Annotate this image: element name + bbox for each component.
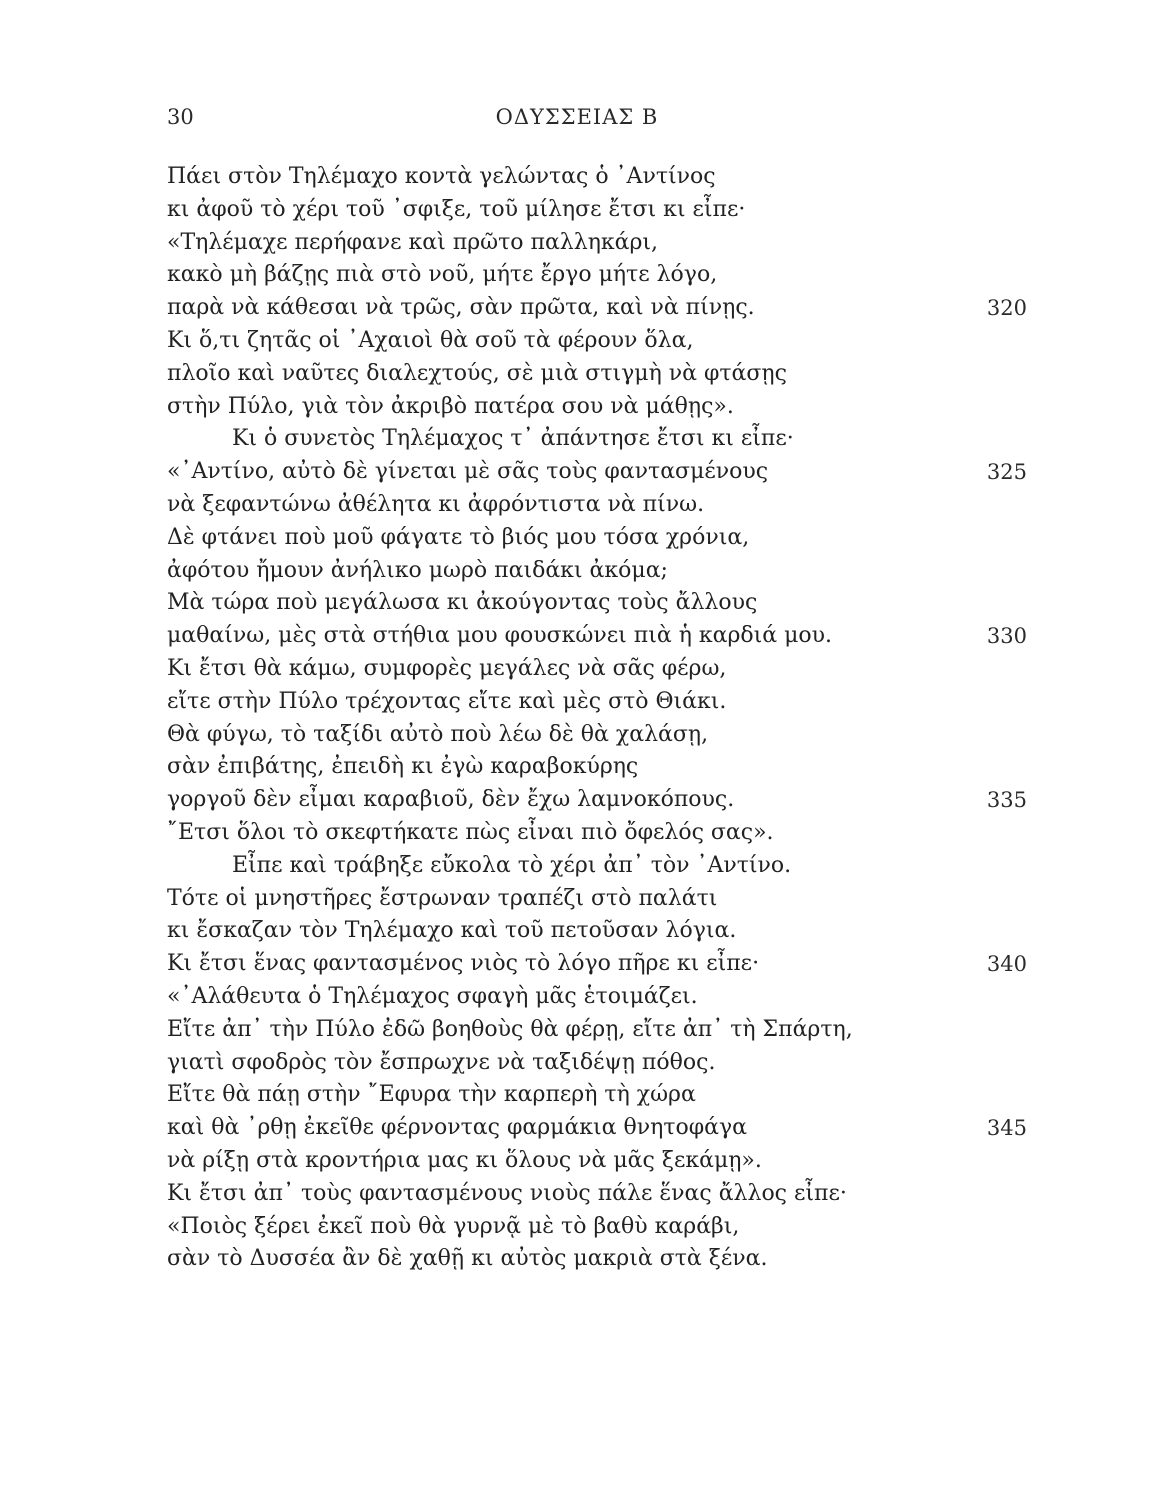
verse-text: μαθαίνω, μὲς στὰ στήθια μου φουσκώνει πιὰ ἡ καρδιά μου.: [167, 623, 833, 649]
line-number: 320: [986, 296, 1027, 321]
verse-text: Πάει στὸν Τηλέμαχο κοντὰ γελώντας ὁ ᾿Αντίνος: [167, 164, 716, 189]
verse-text: Κι ὁ συνετὸς Τηλέμαχος τ᾿ ἀπάντησε ἔτσι κι εἶπε·: [232, 426, 794, 452]
verse-line: [167, 620, 1027, 653]
verse-line: [167, 1211, 1027, 1244]
verse-line: [167, 1079, 1027, 1112]
verse-line: [167, 981, 1027, 1014]
verse-text: Κι ἔτσι ἕνας φαντασμένος νιὸς τὸ λόγο πῆρε κι εἶπε·: [167, 951, 760, 977]
verse-text: Κι ἔτσι θὰ κάμω, συμφορὲς μεγάλες νὰ σᾶς φέρω,: [167, 655, 727, 681]
verse-line: [167, 489, 1027, 522]
poem-text: [167, 161, 1027, 1276]
verse-line: [167, 325, 1027, 358]
verse-text: νὰ ξεφαντώνω ἀθέλητα κι ἀφρόντιστα νὰ πίνω.: [167, 491, 705, 517]
verse-line: [167, 555, 1027, 588]
verse-line: [167, 719, 1027, 752]
verse-line: [167, 423, 1027, 456]
verse-text: ἀφότου ἤμουν ἀνήλικο μωρὸ παιδάκι ἀκόμα;: [167, 557, 668, 583]
verse-line: [167, 751, 1027, 784]
verse-text: «᾿Αλάθευτα ὁ Τηλέμαχος σφαγὴ μᾶς ἑτοιμάζει.: [167, 983, 698, 1009]
verse-line: [167, 292, 1027, 325]
running-title: ΟΔΥΣΣΕΙΑΣ Β: [495, 105, 659, 129]
verse-text: πλοῖο καὶ ναῦτες διαλεχτούς, σὲ μιὰ στιγμὴ νὰ φτάσῃς: [167, 360, 787, 386]
verse-text: Εἴτε ἀπ᾿ τὴν Πύλο ἐδῶ βοηθοὺς θὰ φέρῃ, εἴτε ἀπ᾿ τὴ Σπάρτη,: [167, 1016, 853, 1042]
verse-line: [167, 915, 1027, 948]
verse-text: Θὰ φύγω, τὸ ταξίδι αὐτὸ ποὺ λέω δὲ θὰ χαλάσῃ,: [167, 721, 709, 747]
verse-line: [167, 1145, 1027, 1178]
verse-text: ῎Ετσι ὅλοι τὸ σκεφτήκατε πὼς εἶναι πιὸ ὄφελός σας».: [167, 819, 774, 845]
verse-line: [167, 883, 1027, 916]
verse-line: [167, 784, 1027, 817]
verse-text: στὴν Πύλο, γιὰ τὸν ἀκριβὸ πατέρα σου νὰ μάθῃς».: [167, 393, 734, 419]
verse-text: εἴτε στὴν Πύλο τρέχοντας εἴτε καὶ μὲς στὸ Θιάκι.: [167, 688, 727, 714]
verse-line: [167, 653, 1027, 686]
verse-line: [167, 227, 1027, 260]
verse-text: καὶ θὰ ᾿ρθῃ ἐκεῖθε φέρνοντας φαρμάκια θνητοφάγα: [167, 1115, 748, 1141]
verse-line: [167, 1178, 1027, 1211]
verse-text: Μὰ τώρα ποὺ μεγάλωσα κι ἀκούγοντας τοὺς ἄλλους: [167, 590, 758, 616]
verse-line: [167, 161, 1027, 194]
verse-text: σὰν ἐπιβάτης, ἐπειδὴ κι ἐγὼ καραβοκύρης: [167, 754, 639, 780]
verse-line: [167, 259, 1027, 292]
verse-text: κι ἀφοῦ τὸ χέρι τοῦ ᾿σφιξε, τοῦ μίλησε ἔτσι κι εἶπε·: [167, 196, 746, 222]
verse-text: Εἶπε καὶ τράβηξε εὔκολα τὸ χέρι ἀπ᾿ τὸν ᾿Αντίνο.: [232, 852, 792, 878]
verse-line: [167, 587, 1027, 620]
page-number: 30: [167, 105, 194, 129]
verse-text: Κι ἔτσι ἀπ᾿ τοὺς φαντασμένους νιοὺς πάλε ἕνας ἄλλος εἶπε·: [167, 1180, 847, 1206]
verse-text: κακὸ μὴ βάζῃς πιὰ στὸ νοῦ, μήτε ἔργο μήτε λόγο,: [167, 262, 718, 288]
verse-line: [167, 522, 1027, 555]
verse-line: [167, 1243, 1027, 1276]
verse-text: Εἴτε θὰ πάῃ στὴν ῎Εφυρα τὴν καρπερὴ τὴ χώρα: [167, 1082, 696, 1108]
verse-text: «Ποιὸς ξέρει ἐκεῖ ποὺ θὰ γυρνᾷ μὲ τὸ βαθὺ καράβι,: [167, 1213, 740, 1239]
line-number: 330: [986, 624, 1027, 649]
verse-line: [167, 686, 1027, 719]
verse-line: [167, 817, 1027, 850]
verse-line: [167, 1014, 1027, 1047]
line-number: 345: [986, 1116, 1027, 1141]
line-number: 340: [986, 952, 1027, 977]
verse-text: κι ἔσκαζαν τὸν Τηλέμαχο καὶ τοῦ πετοῦσαν λόγια.: [167, 918, 737, 944]
line-number: 335: [986, 788, 1027, 813]
verse-text: Κι ὅ,τι ζητᾶς οἱ ᾿Αχαιοὶ θὰ σοῦ τὰ φέρουν ὅλα,: [167, 327, 694, 353]
verse-line: [167, 1047, 1027, 1080]
verse-line: [167, 391, 1027, 424]
verse-line: [167, 850, 1027, 883]
verse-text: σὰν τὸ Δυσσέα ἂν δὲ χαθῇ κι αὐτὸς μακριὰ στὰ ξένα.: [167, 1246, 768, 1272]
line-number: 325: [986, 460, 1027, 485]
verse-text: νὰ ρίξῃ στὰ κροντήρια μας κι ὅλους νὰ μᾶς ξεκάμῃ».: [167, 1147, 762, 1173]
verse-text: γοργοῦ δὲν εἶμαι καραβιοῦ, δὲν ἔχω λαμνοκόπους.: [167, 787, 735, 813]
verse-line: [167, 948, 1027, 981]
verse-text: Τότε οἱ μνηστῆρες ἔστρωναν τραπέζι στὸ παλάτι: [167, 885, 718, 911]
verse-line: [167, 456, 1027, 489]
verse-text: «᾿Αντίνο, αὐτὸ δὲ γίνεται μὲ σᾶς τοὺς φαντασμένους: [167, 459, 769, 485]
verse-text: παρὰ νὰ κάθεσαι νὰ τρῶς, σὰν πρῶτα, καὶ νὰ πίνῃς.: [167, 295, 755, 321]
verse-text: Δὲ φτάνει ποὺ μοῦ φάγατε τὸ βιός μου τόσα χρόνια,: [167, 524, 750, 550]
verse-text: γιατὶ σφοδρὸς τὸν ἔσπρωχνε νὰ ταξιδέψῃ πόθος.: [167, 1049, 716, 1075]
verse-line: [167, 194, 1027, 227]
verse-line: [167, 1112, 1027, 1145]
verse-line: [167, 358, 1027, 391]
verse-text: «Τηλέμαχε περήφανε καὶ πρῶτο παλληκάρι,: [167, 229, 659, 255]
